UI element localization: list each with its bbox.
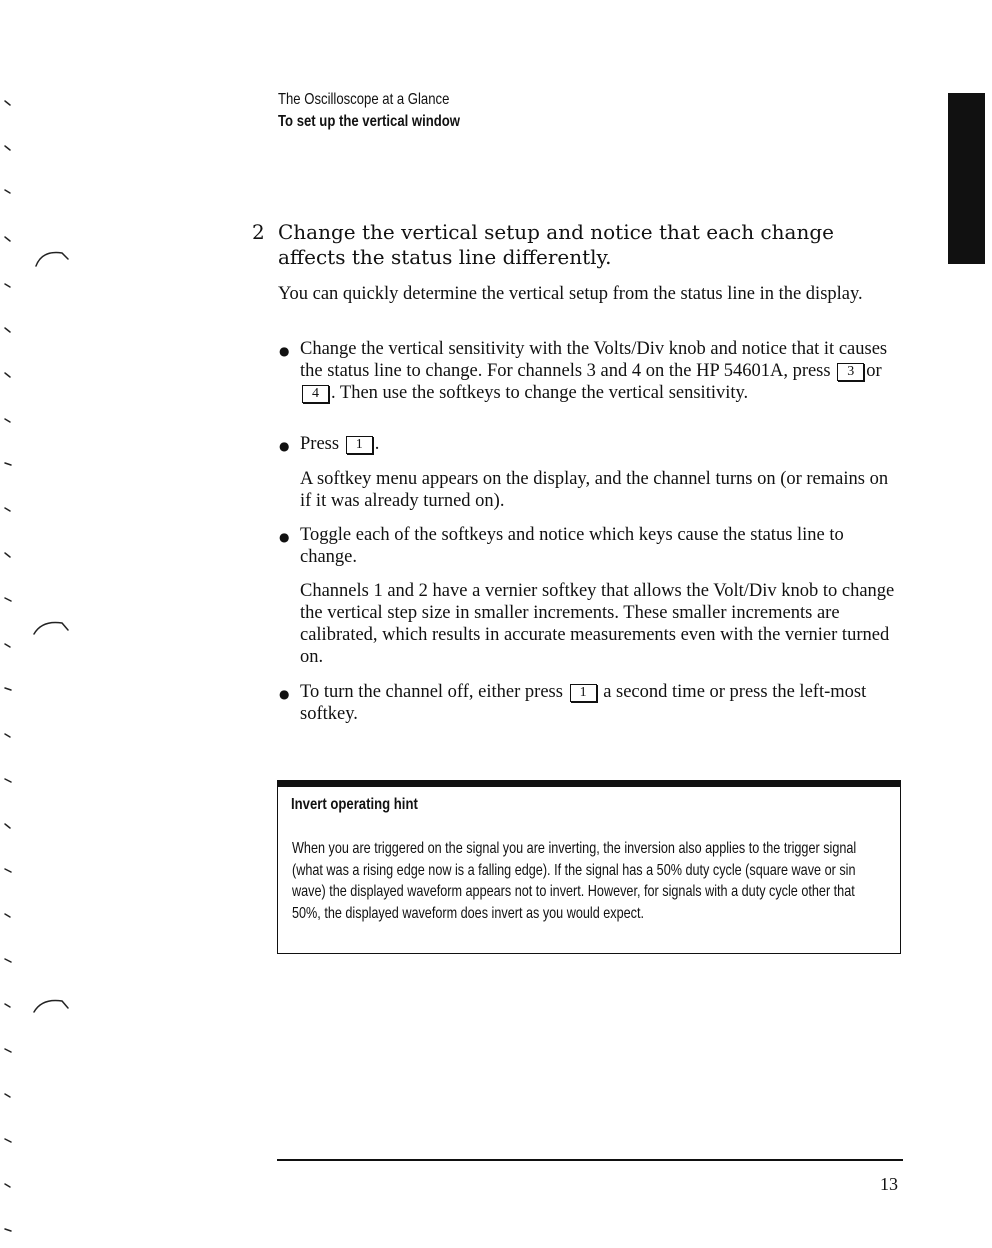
period-text: . (374, 434, 380, 454)
bullet-press-text: Press (300, 434, 340, 454)
bullet-sensitivity (300, 338, 900, 404)
step-number: 2 (252, 220, 265, 244)
bullet-press-1 (300, 433, 900, 455)
channel-1-key-again: 1 (570, 684, 597, 702)
bullet-turn-off (300, 681, 900, 725)
footer-rule (277, 1159, 903, 1161)
bullet-icon (279, 340, 289, 350)
vernier-paragraph: Channels 1 and 2 have a vernier softkey that allows the Volt/Div knob to change the vertical step size in smaller increments. These smaller increments are calibrated, which results in accurate measurements even with the vernier turned on. (300, 581, 895, 667)
or-text: or (866, 361, 882, 381)
bullet-icon (279, 435, 289, 445)
bullet-turn-off-text-end: a second time or press the left-most softkey. (300, 682, 867, 724)
hint-title: Invert operating hint (291, 796, 418, 813)
bullet-icon (279, 526, 289, 536)
running-header-subsection: To set up the vertical window (278, 113, 461, 130)
bullet-sensitivity-text: Change the vertical sensitivity with the Volts/Div knob and notice that it causes the status line to change. For channels 3 and 4 on the HP 54601A, press (300, 339, 888, 381)
section-thumb-tab (948, 93, 985, 264)
bullet-icon (279, 683, 289, 693)
bullet-turn-off-text: To turn the channel off, either press (300, 682, 563, 702)
binding-margin-marks (0, 0, 80, 1248)
bullet-toggle-softkeys: Toggle each of the softkeys and notice which keys cause the status line to change. (300, 525, 844, 567)
running-header-section: The Oscilloscope at a Glance (278, 91, 450, 108)
hint-body: When you are triggered on the signal you are inverting, the inversion also applies to the trigger signal (what was a rising edge now is a falling edge). If the signal has a 50% duty cycle (square wave or sin wave) the displayed waveform appears not to invert. However, for signals with a duty cycle other that 50%, the displayed waveform does invert as you would expect. (292, 840, 857, 922)
channel-3-key: 3 (837, 363, 864, 381)
page-number: 13 (880, 1174, 898, 1194)
bullet-sensitivity-text-end: . Then use the softkeys to change the vertical sensitivity. (331, 383, 749, 403)
channel-1-key: 1 (346, 436, 373, 454)
intro-paragraph: You can quickly determine the vertical setup from the status line in the display. (278, 284, 863, 304)
channel-4-key: 4 (302, 385, 329, 403)
step-heading: Change the vertical setup and notice that each change affects the status line differently. (278, 220, 834, 269)
softkey-menu-paragraph: A softkey menu appears on the display, and the channel turns on (or remains on if it was already turned on). (300, 469, 889, 511)
